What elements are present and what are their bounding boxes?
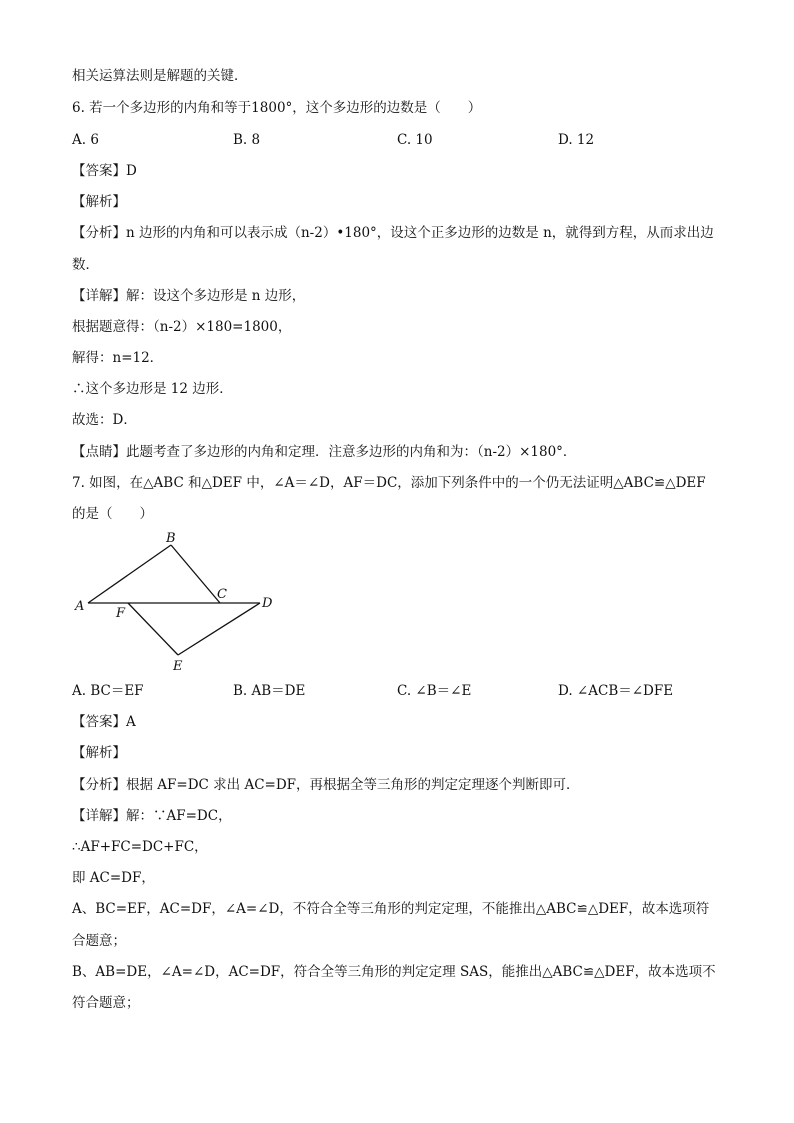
segment-fe [128,603,178,655]
label-e: E [173,659,183,674]
detail-text: 【详解】解：∵AF=DC， [72,808,232,824]
detail-text: ∴AF+FC=DC+FC， [72,839,208,855]
analysis-heading: 【解析】 [72,745,126,761]
question-6-stem: 6. 若一个多边形的内角和等于1800°，这个多边形的边数是（ ） [72,100,482,116]
label-d: D [262,596,273,611]
option-a: A. 6 [72,132,99,148]
triangle-figure [72,528,292,678]
analysis-heading: 【解析】 [72,194,126,210]
label-a: A [75,599,85,614]
detail-text: B、AB=DE，∠A=∠D，AC=DF，符合全等三角形的判定定理 SAS，能推出△ABC≌△DEF，故本选项不 [72,964,716,980]
detail-text: 合题意； [72,933,126,949]
analysis-text: 【分析】n 边形的内角和可以表示成（n-2）•180°，设这个正多边形的边数是 n，就得到方程，从而求出边 [72,225,714,241]
detail-text: A、BC=EF，AC=DF，∠A=∠D，不符合全等三角形的判定定理，不能推出△ABC≌△DEF，故本选项符 [72,901,710,917]
answer-label: 【答案】D [72,163,137,179]
detail-text: ∴这个多边形是 12 边形． [72,381,233,397]
text-line: 相关运算法则是解题的关键． [72,68,248,84]
analysis-text: 【分析】根据 AF=DC 求出 AC=DF，再根据全等三角形的判定定理逐个判断即可． [72,777,580,793]
question-7-stem-cont: 的是（ ） [72,506,153,522]
label-b: B [166,531,176,546]
detail-text: 符合题意； [72,995,140,1011]
option-d: D. ∠ACB＝∠DFE [558,683,674,699]
detail-text: 【详解】解：设这个多边形是 n 边形， [72,288,306,304]
analysis-text-cont: 数． [72,257,99,273]
segment-ed [178,603,260,655]
label-c: C [217,587,227,602]
detail-text: 故选：D． [72,412,137,428]
label-f: F [116,606,126,621]
option-b: B. AB＝DE [233,683,306,699]
option-c: C. 10 [397,132,433,148]
option-a: A. BC＝EF [72,683,144,699]
segment-ab [88,545,171,603]
detail-text: 即 AC=DF， [72,870,155,886]
answer-label: 【答案】A [72,714,136,730]
comment-text: 【点睛】此题考查了多边形的内角和定理．注意多边形的内角和为：（n-2）×180°． [72,444,577,460]
option-d: D. 12 [558,132,595,148]
detail-text: 解得：n=12． [72,350,164,366]
option-b: B. 8 [233,132,261,148]
segment-bc [171,545,220,603]
question-7-stem: 7. 如图，在△ABC 和△DEF 中，∠A＝∠D，AF＝DC，添加下列条件中的一个仍无法证明△ABC≌△DEF [72,475,706,491]
option-c: C. ∠B＝∠E [397,683,472,699]
detail-text: 根据题意得：（n-2）×180=1800， [72,319,292,335]
